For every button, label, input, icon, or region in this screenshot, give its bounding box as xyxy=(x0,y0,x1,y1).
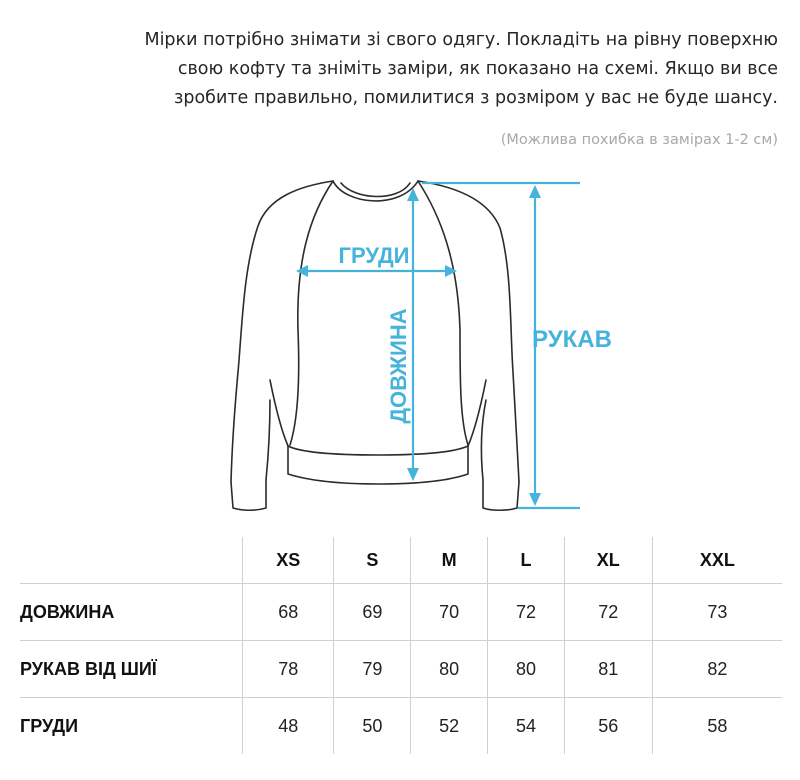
table-cell: 68 xyxy=(243,584,334,641)
table-cell: 52 xyxy=(411,698,488,755)
row-label: РУКАВ ВІД ШИЇ xyxy=(20,641,243,698)
size-header: L xyxy=(488,537,565,584)
intro-line-1: Мірки потрібно знімати зі свого одягу. Покладіть на рівну поверхню xyxy=(144,30,778,50)
table-cell: 50 xyxy=(334,698,411,755)
size-header: XXL xyxy=(652,537,782,584)
sweatshirt-outline xyxy=(231,181,519,510)
table-row xyxy=(20,698,782,755)
size-header: M xyxy=(411,537,488,584)
table-cell: 54 xyxy=(488,698,565,755)
intro-line-3: зробите правильно, помилитися з розміром у вас не буде шансу. xyxy=(174,88,778,108)
table-cell: 72 xyxy=(488,584,565,641)
row-label: ДОВЖИНА xyxy=(20,584,243,641)
table-cell: 48 xyxy=(243,698,334,755)
table-cell: 70 xyxy=(411,584,488,641)
size-header: XL xyxy=(564,537,652,584)
size-header: XS xyxy=(243,537,334,584)
table-cell: 56 xyxy=(564,698,652,755)
table-cell: 79 xyxy=(334,641,411,698)
table-cell: 69 xyxy=(334,584,411,641)
size-header-row xyxy=(20,537,782,584)
table-cell: 78 xyxy=(243,641,334,698)
table-cell: 80 xyxy=(488,641,565,698)
table-cell: 73 xyxy=(652,584,782,641)
table-row xyxy=(20,641,782,698)
table-cell: 72 xyxy=(564,584,652,641)
chest-label: ГРУДИ xyxy=(338,243,410,268)
table-cell: 81 xyxy=(564,641,652,698)
intro-line-2: свою кофту та зніміть заміри, як показано на схемі. Якщо ви все xyxy=(177,59,778,79)
row-label: ГРУДИ xyxy=(20,698,243,755)
table-cell: 80 xyxy=(411,641,488,698)
size-table xyxy=(20,537,782,754)
size-header: S xyxy=(334,537,411,584)
length-label: ДОВЖИНА xyxy=(386,308,411,424)
measurement-error-note: (Можлива похибка в замірах 1-2 см) xyxy=(500,132,778,148)
sleeve-label: РУКАВ xyxy=(532,326,612,353)
table-row xyxy=(20,584,782,641)
corner-cell xyxy=(20,537,243,584)
table-cell: 58 xyxy=(652,698,782,755)
table-cell: 82 xyxy=(652,641,782,698)
